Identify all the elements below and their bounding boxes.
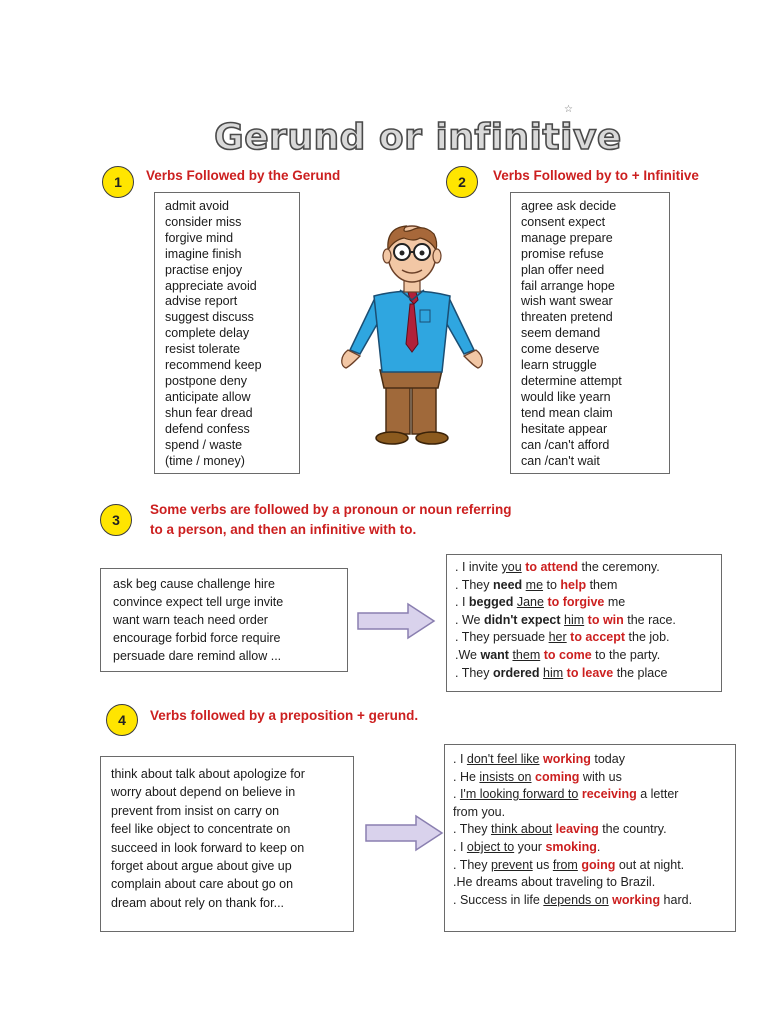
section3-examples — [446, 554, 722, 692]
verb-line: want warn teach need order — [113, 613, 268, 627]
section3-heading-line1: Some verbs are followed by a pronoun or noun referring — [150, 502, 512, 517]
verb-line: imagine finish — [165, 246, 242, 261]
example-sentence: . I'm looking forward to receiving a letter — [453, 787, 679, 802]
verb-line: manage prepare — [521, 230, 613, 245]
verb-line: practise enjoy — [165, 262, 243, 277]
gerund-verb-list — [154, 192, 300, 474]
verb-line: would like yearn — [521, 389, 611, 404]
badge-1: 1 — [102, 166, 134, 198]
verb-line: suggest discuss — [165, 310, 254, 325]
preposition-gerund-verb-list — [100, 756, 354, 932]
verb-line: can /can't afford — [521, 437, 610, 452]
verb-line: prevent from insist on carry on — [111, 803, 280, 818]
verb-line: worry about depend on believe in — [111, 785, 296, 800]
verb-line: complete delay — [165, 326, 250, 341]
example-sentence: . They ordered him to leave the place — [455, 665, 668, 680]
badge-4: 4 — [106, 704, 138, 736]
verb-line: appreciate avoid — [165, 278, 257, 293]
verb-line: anticipate allow — [165, 389, 251, 404]
verb-line: dream about rely on thank for... — [111, 895, 285, 910]
example-sentence: . They need me to help them — [455, 577, 618, 592]
verb-line: convince expect tell urge invite — [113, 595, 284, 609]
page-title: Gerund or infinitive — [214, 117, 622, 158]
verb-line: plan offer need — [521, 262, 605, 277]
verb-line: threaten pretend — [521, 310, 613, 325]
verb-line: spend / waste — [165, 437, 243, 452]
cartoon-man-illustration — [334, 220, 494, 450]
infinitive-verb-list — [510, 192, 670, 474]
verb-line: promise refuse — [521, 246, 604, 261]
example-sentence: from you. — [453, 804, 506, 819]
verb-line: come deserve — [521, 342, 600, 357]
example-sentence: . They think about leaving the country. — [453, 822, 667, 837]
verb-line: determine attempt — [521, 373, 622, 388]
verb-line: think about talk about apologize for — [111, 767, 305, 781]
verb-line: learn struggle — [521, 358, 597, 373]
right-arrow-icon — [364, 814, 444, 852]
example-sentence: . I don't feel like working today — [453, 752, 625, 766]
verb-line: (time / money) — [165, 453, 245, 468]
section4-heading: Verbs followed by a preposition + gerund. — [150, 708, 419, 723]
example-sentence: .We want them to come to the party. — [455, 647, 661, 662]
verb-line: complain about care about go on — [111, 877, 294, 892]
verb-line: resist tolerate — [165, 342, 241, 357]
verb-line: seem demand — [521, 326, 601, 341]
right-arrow-icon — [356, 602, 436, 640]
verb-line: fail arrange hope — [521, 278, 615, 293]
verb-line: forgive mind — [165, 230, 234, 245]
verb-line: postpone deny — [165, 373, 248, 388]
header-fragment: ☆ — [564, 104, 573, 115]
verb-line: defend confess — [165, 421, 250, 436]
badge-2: 2 — [446, 166, 478, 198]
section3-heading-line2: to a person, and then an infinitive with to. — [150, 522, 417, 537]
verb-line: consider miss — [165, 214, 242, 229]
verb-line: feel like object to concentrate on — [111, 822, 291, 837]
pronoun-infinitive-verb-list — [100, 568, 348, 672]
verb-line: tend mean claim — [521, 405, 613, 420]
example-sentence: . Success in life depends on working hard. — [453, 892, 693, 907]
verb-line: wish want swear — [521, 294, 613, 309]
verb-line: agree ask decide — [521, 199, 617, 213]
badge-3: 3 — [100, 504, 132, 536]
verb-line: succeed in look forward to keep on — [111, 840, 305, 855]
section2-heading: Verbs Followed by to + Infinitive — [493, 168, 699, 183]
example-sentence: . They persuade her to accept the job. — [455, 630, 670, 645]
verb-line: admit avoid — [165, 199, 229, 213]
verb-line: consent expect — [521, 214, 606, 229]
example-sentence: . I invite you to attend the ceremony. — [455, 560, 660, 574]
verb-line: can /can't wait — [521, 453, 600, 468]
verb-line: persuade dare remind allow ... — [113, 649, 282, 663]
worksheet — [98, 104, 738, 932]
verb-line: hesitate appear — [521, 421, 608, 436]
example-sentence: . We didn't expect him to win the race. — [455, 612, 676, 627]
verb-line: forget about argue about give up — [111, 859, 292, 874]
section4-examples — [444, 744, 736, 932]
verb-line: ask beg cause challenge hire — [113, 577, 275, 591]
verb-line: encourage forbid force require — [113, 631, 281, 645]
section1-heading: Verbs Followed by the Gerund — [146, 168, 341, 183]
example-sentence: .He dreams about traveling to Brazil. — [453, 875, 656, 890]
example-sentence: . I object to your smoking. — [453, 839, 601, 854]
verb-line: recommend keep — [165, 358, 262, 373]
example-sentence: . I begged Jane to forgive me — [455, 595, 626, 610]
verb-line: shun fear dread — [165, 405, 253, 420]
verb-line: advise report — [165, 294, 238, 309]
example-sentence: . He insists on coming with us — [453, 769, 622, 784]
example-sentence: . They prevent us from going out at night. — [453, 857, 685, 872]
